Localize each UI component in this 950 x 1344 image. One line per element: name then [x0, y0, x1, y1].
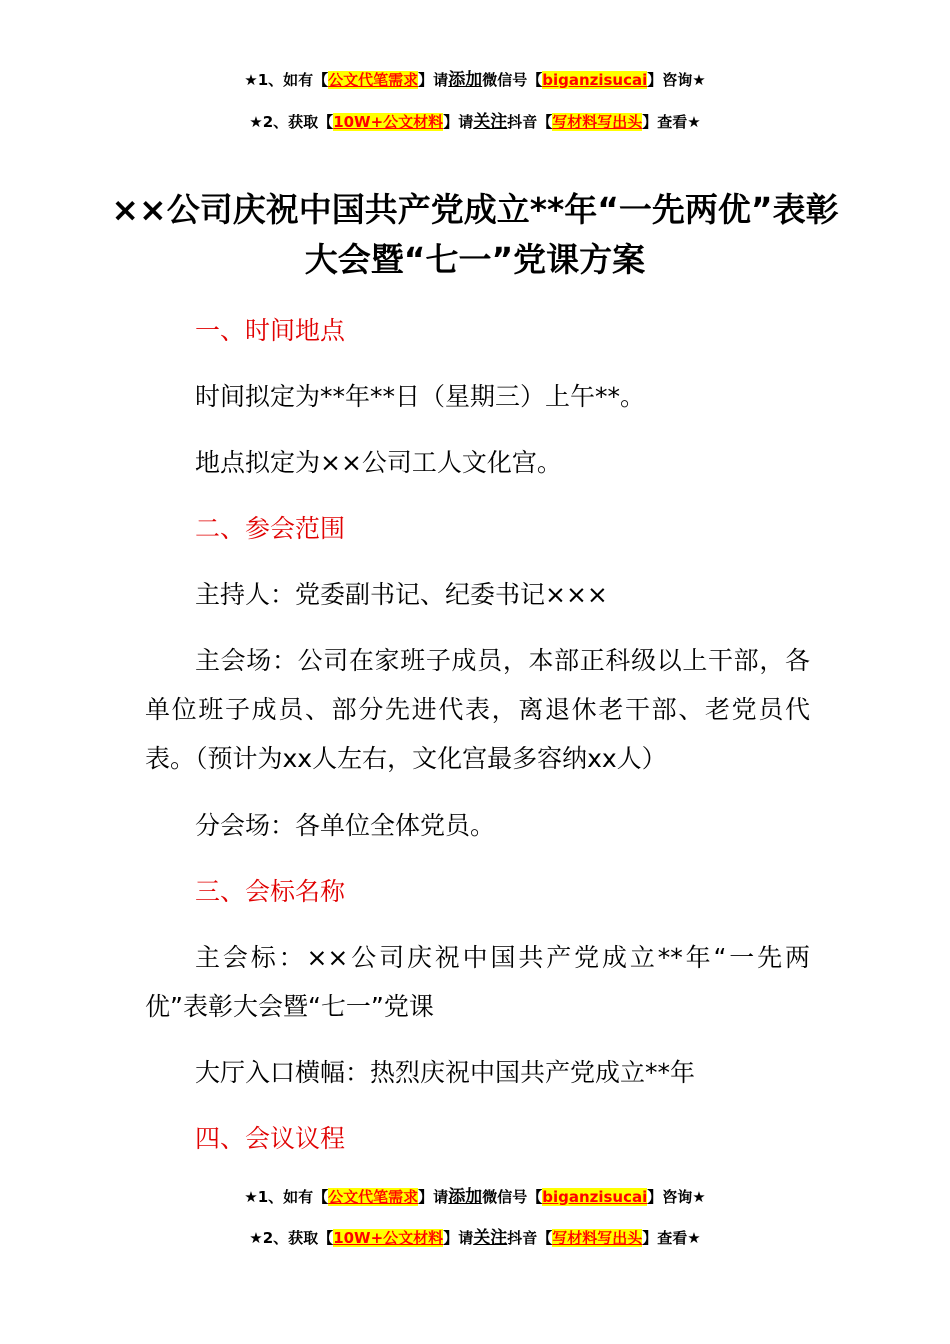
promo-text: 】咨询★: [647, 1188, 706, 1206]
promo-text: 】请: [443, 1229, 474, 1247]
promo-underline: 关注: [473, 112, 508, 132]
promo-wechat-id: biganzisucai: [542, 71, 648, 89]
section-heading: 三、会标名称: [195, 877, 346, 906]
promo-underline: 添加: [448, 70, 483, 90]
promo-highlight: 10W+公文材料: [333, 113, 444, 131]
promo-text: 】请: [418, 1188, 449, 1206]
promo-highlight: 10W+公文材料: [333, 1229, 444, 1247]
promo-text: ★1、如有【: [244, 71, 329, 89]
document-title: ××公司庆祝中国共产党成立**年“一先两优”表彰大会暨“七一”党课方案: [111, 190, 839, 279]
paragraph: 地点拟定为××公司工人文化宫。: [195, 448, 562, 477]
promo-text: ★2、获取【: [249, 113, 334, 131]
promo-text: 】请: [418, 71, 449, 89]
promo-text: 】请: [443, 113, 474, 131]
section-heading: 二、参会范围: [195, 514, 346, 543]
promo-highlight: 公文代笔需求: [328, 1188, 419, 1206]
promo-douyin-id: 写材料写出头: [552, 113, 643, 131]
paragraph: 时间拟定为**年**日（星期三）上午**。: [195, 382, 646, 411]
promo-text: 】查看★: [642, 113, 701, 131]
section-heading: 一、时间地点: [195, 316, 346, 345]
promo-text: 抖音【: [507, 113, 553, 131]
promo-line-2-footer: [0, 1228, 950, 1248]
promo-line-2: [0, 112, 950, 132]
promo-text: 微信号【: [482, 71, 543, 89]
promo-highlight: 公文代笔需求: [328, 71, 419, 89]
promo-text: 抖音【: [507, 1229, 553, 1247]
paragraph: 分会场：各单位全体党员。: [195, 811, 496, 840]
promo-douyin-id: 写材料写出头: [552, 1229, 643, 1247]
promo-text: 微信号【: [482, 1188, 543, 1206]
promo-text: 】查看★: [642, 1229, 701, 1247]
promo-text: 】咨询★: [647, 71, 706, 89]
paragraph: 大厅入口横幅：热烈庆祝中国共产党成立**年: [195, 1058, 696, 1087]
promo-text: ★1、如有【: [244, 1188, 329, 1206]
paragraph: 主会标：××公司庆祝中国共产党成立**年“一先两优”表彰大会暨“七一”党课: [145, 943, 810, 1021]
promo-text: ★2、获取【: [249, 1229, 334, 1247]
paragraph: 主持人：党委副书记、纪委书记×××: [195, 580, 608, 609]
promo-line-1: [0, 70, 950, 90]
section-heading: 四、会议议程: [195, 1124, 346, 1153]
promo-wechat-id: biganzisucai: [542, 1188, 648, 1206]
promo-underline: 添加: [448, 1187, 483, 1207]
paragraph: 主会场：公司在家班子成员，本部正科级以上干部，各单位班子成员、部分先进代表，离退休老干部、老党员代表。（预计为xx人左右，文化宫最多容纳xx人）: [145, 646, 810, 773]
promo-line-1-footer: [0, 1187, 950, 1207]
promo-underline: 关注: [473, 1228, 508, 1248]
